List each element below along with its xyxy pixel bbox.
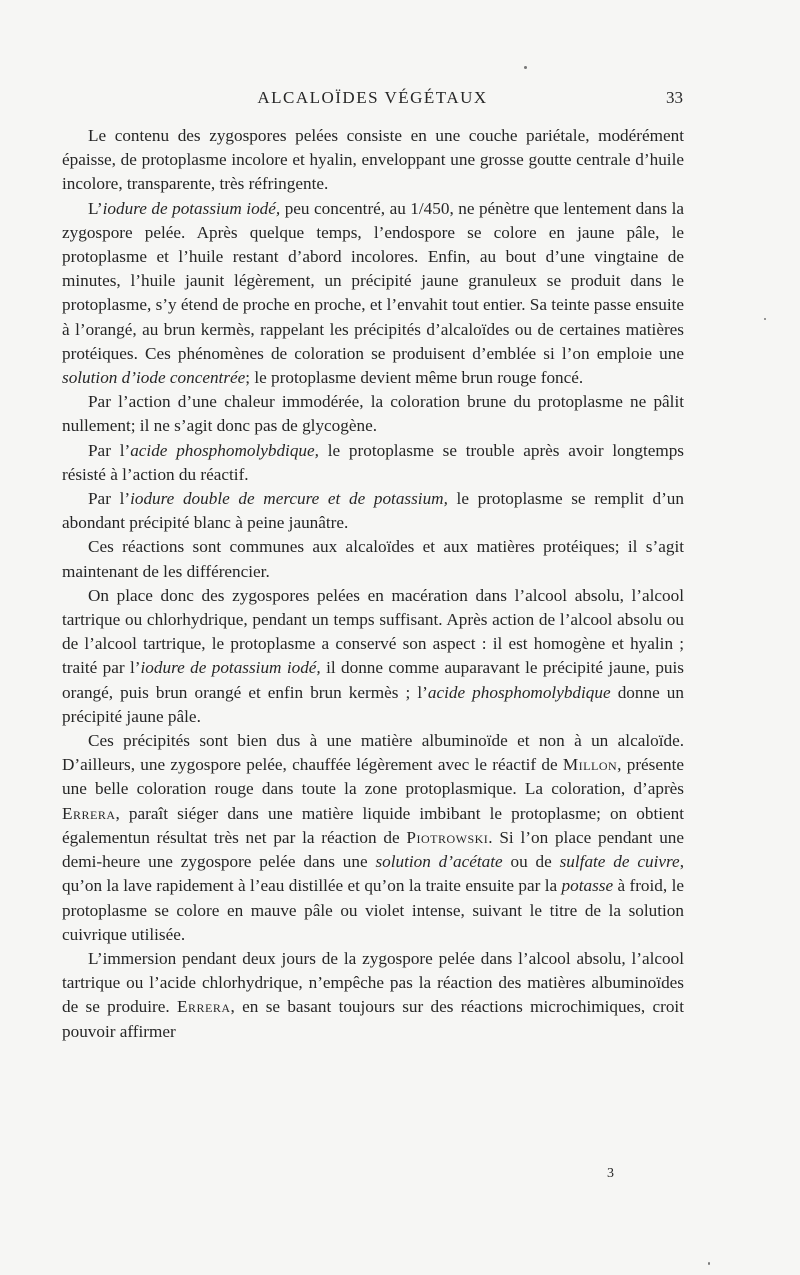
paragraph-5-text-1: le protoplasme se remplit d’un abondant précipité blanc à peine jaunâtre. [62, 489, 684, 533]
paragraph-4-italic-1: acide phosphomolybdique, [130, 440, 319, 460]
paragraph-8-text-3: , paraît siéger dans une matière liquide imbibant le protoplasme; on obtient égalementun résultat très net par la réaction de [62, 803, 684, 847]
paragraph-8-text-5: ou de [502, 852, 560, 872]
paragraph-2 [62, 197, 684, 391]
paragraph-7-text-3: donne un précipité jaune pâle. [62, 682, 684, 726]
paragraph-8-author-piotrowski: Piotrowski [406, 827, 489, 847]
paragraph-2-text-2: ; le protoplasme devient même brun rouge foncé. [245, 368, 584, 388]
paragraph-4-prefix: Par l’ [88, 440, 131, 460]
paragraph-8-text-7: à froid, le protoplasme se colore en mauve pâle ou violet intense, suivant le titre de la solution cuivrique utilisée. [62, 876, 684, 944]
paragraph-8-text-4: . Si l’on place pendant une demi-heure une zygospore pelée dans une [62, 827, 685, 872]
paragraph-8-text-2: , présente une belle coloration rouge dans toute la zone protoplasmique. La coloration, d’après [62, 755, 684, 799]
paragraph-5-prefix: Par l’ [88, 489, 131, 509]
paragraph-9 [62, 947, 684, 1044]
paragraph-5 [62, 487, 684, 535]
paragraph-6 [62, 535, 684, 583]
paragraph-4-text-1: le protoplasme se trouble après avoir longtemps résisté à l’action du réactif. [62, 440, 684, 484]
paragraph-7-text-2: il donne comme auparavant le précipité jaune, puis orangé, puis brun orangé et enfin brun kermès ; l’ [62, 658, 684, 702]
paragraph-2-italic-1: iodure de potassium iodé, [102, 198, 281, 218]
paragraph-6-text-1: Ces réactions sont communes aux alcaloïdes et aux matières protéiques; il s’agit maintenant de les différencier. [62, 537, 684, 581]
paragraph-5-italic-1: iodure double de mercure et de potassium, [130, 489, 448, 509]
paragraph-2-italic-2: solution d’iode concentrée [62, 368, 246, 388]
paper-speck [524, 66, 527, 69]
paragraph-1 [62, 124, 684, 197]
paragraph-4 [62, 439, 684, 487]
running-title: ALCALOÏDES VÉGÉTAUX [257, 88, 488, 107]
paragraph-9-text-1: L’immersion pendant deux jours de la zygospore pelée dans l’alcool absolu, l’alcool tartrique ou l’acide chlorhydrique, n’empêche pas la réaction des matières albuminoïdes de se produire. [62, 948, 684, 1017]
paragraph-3-text-1: Par l’action d’une chaleur immodérée, la coloration brune du protoplasme ne pâlit nullement; il ne s’agit donc pas de glycogène. [62, 392, 684, 436]
page-number: 33 [666, 88, 683, 107]
paragraph-9-author-errera: Errera [177, 997, 231, 1017]
paragraph-7-italic-2: acide phosphomolybdique [427, 682, 611, 702]
paragraph-8-author-millon: Millon [562, 755, 618, 775]
paragraph-7-italic-1: iodure de potassium iodé, [140, 658, 321, 678]
paragraph-1-text-1: Le contenu des zygospores pelées consiste en une couche pariétale, modérément épaisse, de protoplasme incolore et hyalin, enveloppant une grosse goutte centrale d’huile incolore, transparente, très réfringente. [62, 126, 684, 194]
paragraph-8-italic-3: potasse [561, 876, 614, 896]
paragraph-8-author-errera: Errera [62, 803, 116, 823]
signature-mark: 3 [607, 1166, 614, 1181]
paragraph-8-text-1: Ces précipités sont bien dus à une matière albuminoïde et non à un alcaloïde. D’ailleurs, une zygospore pelée, chauffée légèrement avec le réactif de [62, 731, 684, 775]
paper-speck [764, 318, 766, 320]
paragraph-8-italic-2: sulfate de cuivre [559, 852, 680, 872]
paragraph-8-text-6: , qu’on la lave rapidement à l’eau distillée et qu’on la traite ensuite par la [62, 852, 684, 896]
running-header [60, 86, 685, 110]
paper-speck [708, 1262, 710, 1265]
paragraph-7 [62, 584, 684, 729]
body-text [62, 124, 684, 1044]
paragraph-3 [62, 390, 684, 438]
paragraph-9-text-2: , en se basant toujours sur des réactions microchimiques, croit pouvoir affirmer [62, 997, 684, 1041]
paragraph-2-prefix: L’ [88, 198, 103, 218]
paragraph-8 [62, 729, 684, 947]
paragraph-8-italic-1: solution d’acétate [375, 852, 503, 872]
paragraph-2-text-1: peu concentré, au 1/450, ne pénètre que lentement dans la zygospore pelée. Après quelque temps, l’endospore se colore en jaune pâle, le protoplasme et l’huile restant d’abord incolores. Enfin, au bout d’une vingtaine de minutes, l’huile jaunit légèrement, un précipité jaune granuleux se produit dans le protoplasme, s’y étend de proche en proche, et l’envahit tout entier. Sa teinte passe ensuite à l’orangé, au brun kermès, rappelant les précipités d’alcaloïdes ou de certaines matières protéiques. Ces phénomènes de coloration se produisent d’emblée si l’on emploie une [62, 198, 684, 363]
paragraph-7-text-1: On place donc des zygospores pelées en macération dans l’alcool absolu, l’alcool tartrique ou chlorhydrique, pendant un temps suffisant. Après action de l’alcool absolu ou de l’alcool tartrique, le protoplasme a conservé son aspect : il est homogène et hyalin ; traité par l’ [62, 585, 684, 678]
